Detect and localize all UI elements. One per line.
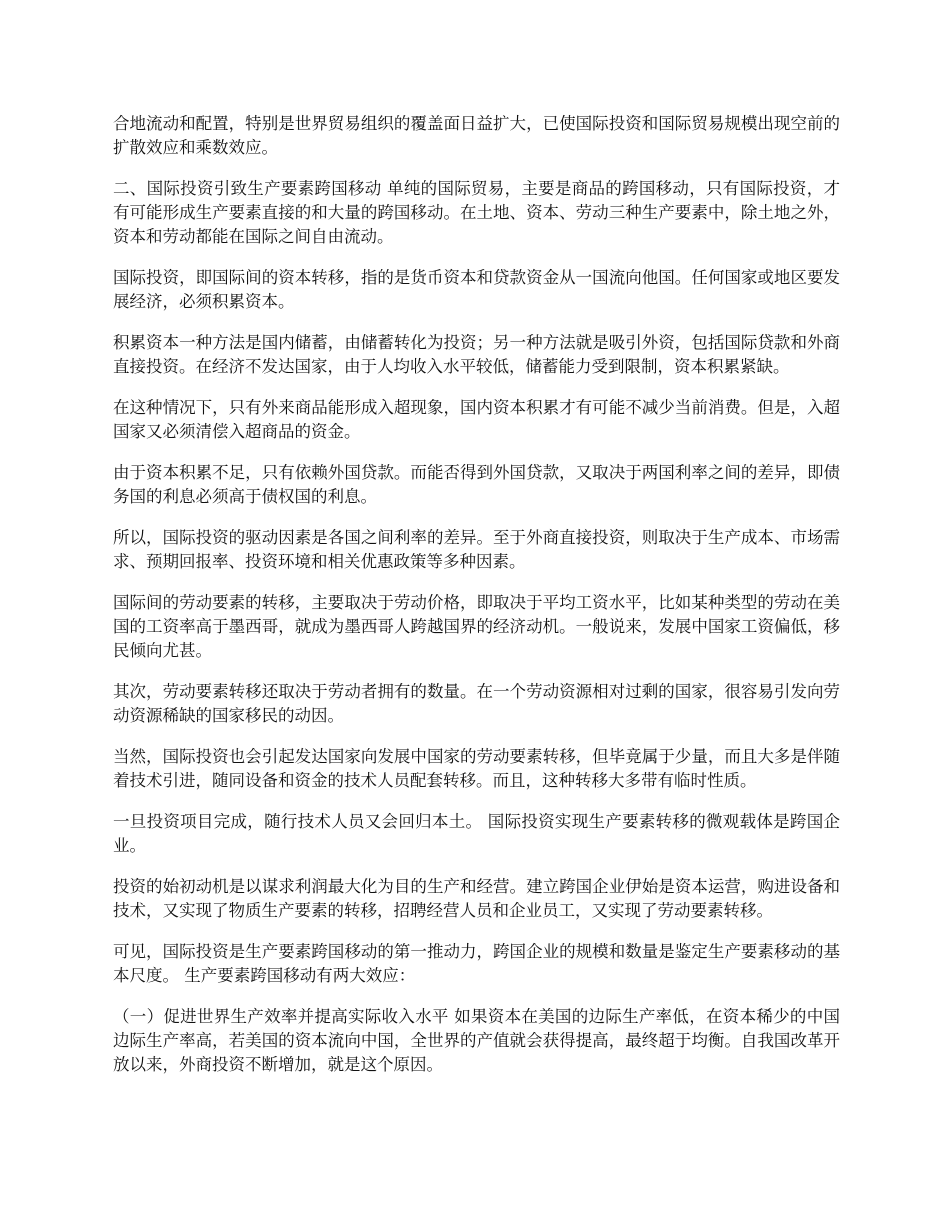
paragraph-3: 国际投资，即国际间的资本转移，指的是货币资本和贷款资金从一国流向他国。任何国家或地区要发展经济，必须积累资本。 [113,268,840,311]
paragraph-10: 当然，国际投资也会引起发达国家向发展中国家的劳动要素转移，但毕竟属于少量，而且大多是伴随着技术引进，随同设备和资金的技术人员配套转移。而且，这种转移大多带有临时性质。 [113,747,840,790]
paragraph-5: 在这种情况下，只有外来商品能形成入超现象，国内资本积累才有可能不减少当前消费。但是，入超国家又必须清偿入超商品的资金。 [113,398,840,441]
paragraph-1: 合地流动和配置，特别是世界贸易组织的覆盖面日益扩大，已使国际投资和国际贸易规模出现空前的扩散效应和乘数效应。 [113,114,840,157]
paragraph-13: 可见，国际投资是生产要素跨国移动的第一推动力，跨国企业的规模和数量是鉴定生产要素移动的基本尺度。 生产要素跨国移动有两大效应： [113,942,840,985]
paragraph-4: 积累资本一种方法是国内储蓄，由储蓄转化为投资；另一种方法就是吸引外资，包括国际贷款和外商直接投资。在经济不发达国家，由于人均收入水平较低，储蓄能力受到限制，资本积累紧缺。 [113,333,840,376]
paragraph-8: 国际间的劳动要素的转移，主要取决于劳动价格，即取决于平均工资水平，比如某种类型的劳动在美国的工资率高于墨西哥，就成为墨西哥人跨越国界的经济动机。一般说来，发展中国家工资偏低，移民倾向尤甚。 [113,593,840,660]
document-page [113,112,840,1094]
paragraph-12: 投资的始初动机是以谋求利润最大化为目的生产和经营。建立跨国企业伊始是资本运营，购进设备和技术，又实现了物质生产要素的转移，招聘经营人员和企业员工，又实现了劳动要素转移。 [113,877,840,920]
paragraph-14: （一）促进世界生产效率并提高实际收入水平 如果资本在美国的边际生产率低，在资本稀少的中国边际生产率高，若美国的资本流向中国，全世界的产值就会获得提高，最终超于均衡。自我国改革开放以来，外商投资不断增加，就是这个原因。 [113,1007,840,1074]
paragraph-2: 二、国际投资引致生产要素跨国移动 单纯的国际贸易，主要是商品的跨国移动，只有国际投资，才有可能形成生产要素直接的和大量的跨国移动。在土地、资本、劳动三种生产要素中，除土地之外，资本和劳动都能在国际之间自由流动。 [113,179,840,246]
paragraph-7: 所以，国际投资的驱动因素是各国之间利率的差异。至于外商直接投资，则取决于生产成本、市场需求、预期回报率、投资环境和相关优惠政策等多种因素。 [113,528,840,571]
paragraph-6: 由于资本积累不足，只有依赖外国贷款。而能否得到外国贷款，又取决于两国利率之间的差异，即债务国的利息必须高于债权国的利息。 [113,463,840,506]
paragraph-11: 一旦投资项目完成，随行技术人员又会回归本土。 国际投资实现生产要素转移的微观载体是跨国企业。 [113,812,840,855]
paragraph-9: 其次，劳动要素转移还取决于劳动者拥有的数量。在一个劳动资源相对过剩的国家，很容易引发向劳动资源稀缺的国家移民的动因。 [113,682,840,725]
